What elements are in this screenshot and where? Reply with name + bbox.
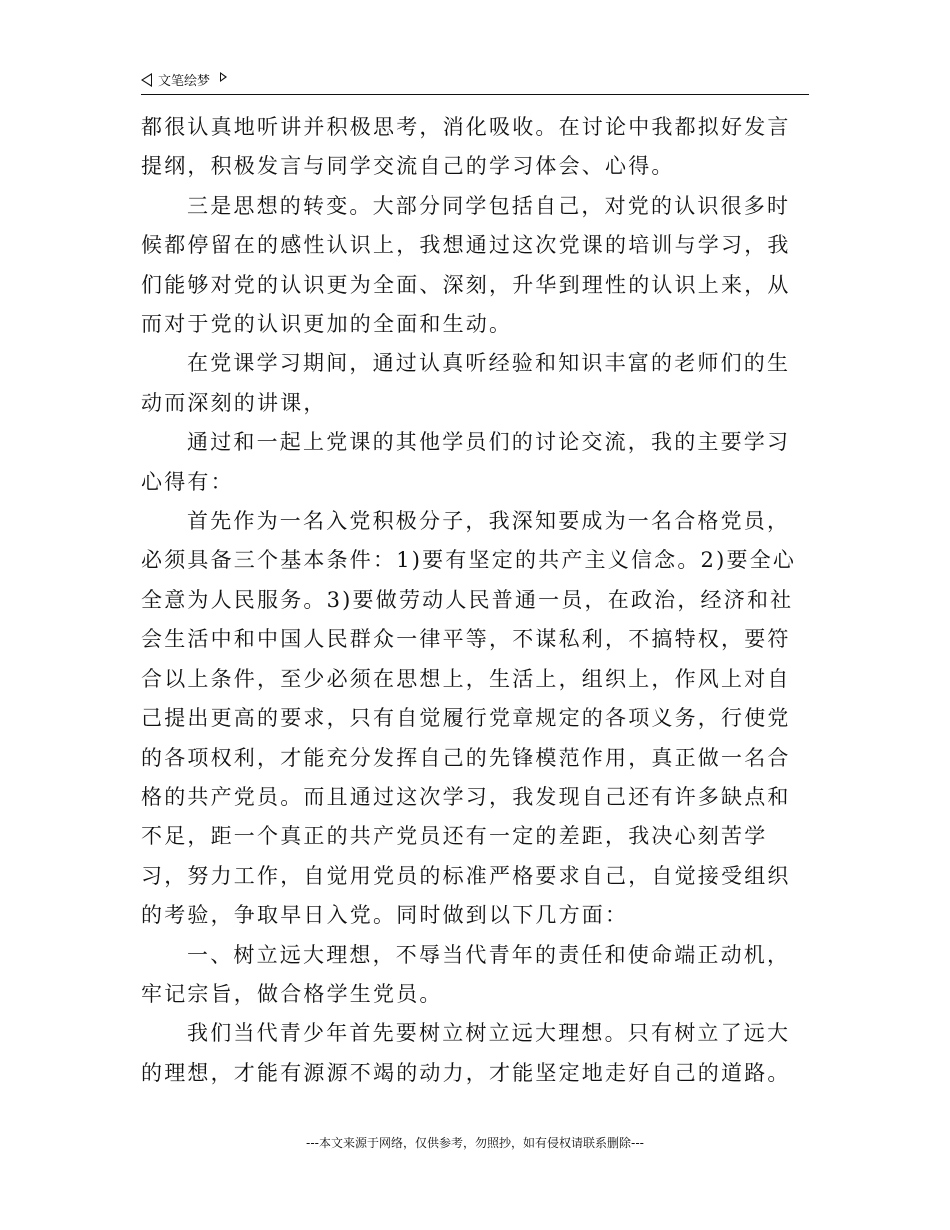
paragraph: 我们当代青少年首先要树立树立远大理想。只有树立了远大的理想，才能有源源不竭的动力，才能坚定地走好自己的道路。 [141,1021,791,1085]
page-header [141,70,227,89]
triangle-right-icon [220,72,227,82]
triangle-left-icon [141,73,152,87]
paragraph: 通过和一起上党课的其他学员们的讨论交流，我的主要学习心得有： [141,430,791,494]
paragraph: 都很认真地听讲并积极思考，消化吸收。在讨论中我都拟好发言提纲，积极发言与同学交流自己的学习体会、心得。 [141,115,791,179]
paragraph: 在党课学习期间，通过认真听经验和知识丰富的老师们的生动而深刻的讲课， [141,351,791,415]
page-footer: ---本文来源于网络，仅供参考，勿照抄，如有侵权请联系删除--- [306,1136,644,1150]
paragraph: 三是思想的转变。大部分同学包括自己，对党的认识很多时候都停留在的感性认识上，我想通过这次党课的培训与学习，我们能够对党的认识更为全面、深刻，升华到理性的认识上来，从而对于党的认识更加的全面和生动。 [141,193,791,337]
document-body [141,108,809,1093]
paragraph: 一、树立远大理想，不辱当代青年的责任和使命端正动机，牢记宗旨，做合格学生党员。 [141,942,791,1006]
header-divider [141,94,809,95]
paragraph: 首先作为一名入党积极分子，我深知要成为一名合格党员，必须具备三个基本条件：1)要有坚定的共产主义信念。2)要全心全意为人民服务。3)要做劳动人民普通一员，在政治，经济和社会生活中和中国人民群众一律平等，不谋私利，不搞特权，要符合以上条件，至少必须在思想上，生活上，组织上，作风上对自己提出更高的要求，只有自觉履行党章规定的各项义务，行使党的各项权利，才能充分发挥自己的先锋模范作用，真正做一名合格的共产党员。而且通过这次学习，我发现自己还有许多缺点和不足，距一个真正的共产党员还有一定的差距，我决心刻苦学习，努力工作，自觉用党员的标准严格要求自己，自觉接受组织的考验，争取早日入党。同时做到以下几方面： [141,509,797,928]
header-title: 文笔绘梦 [158,74,211,89]
